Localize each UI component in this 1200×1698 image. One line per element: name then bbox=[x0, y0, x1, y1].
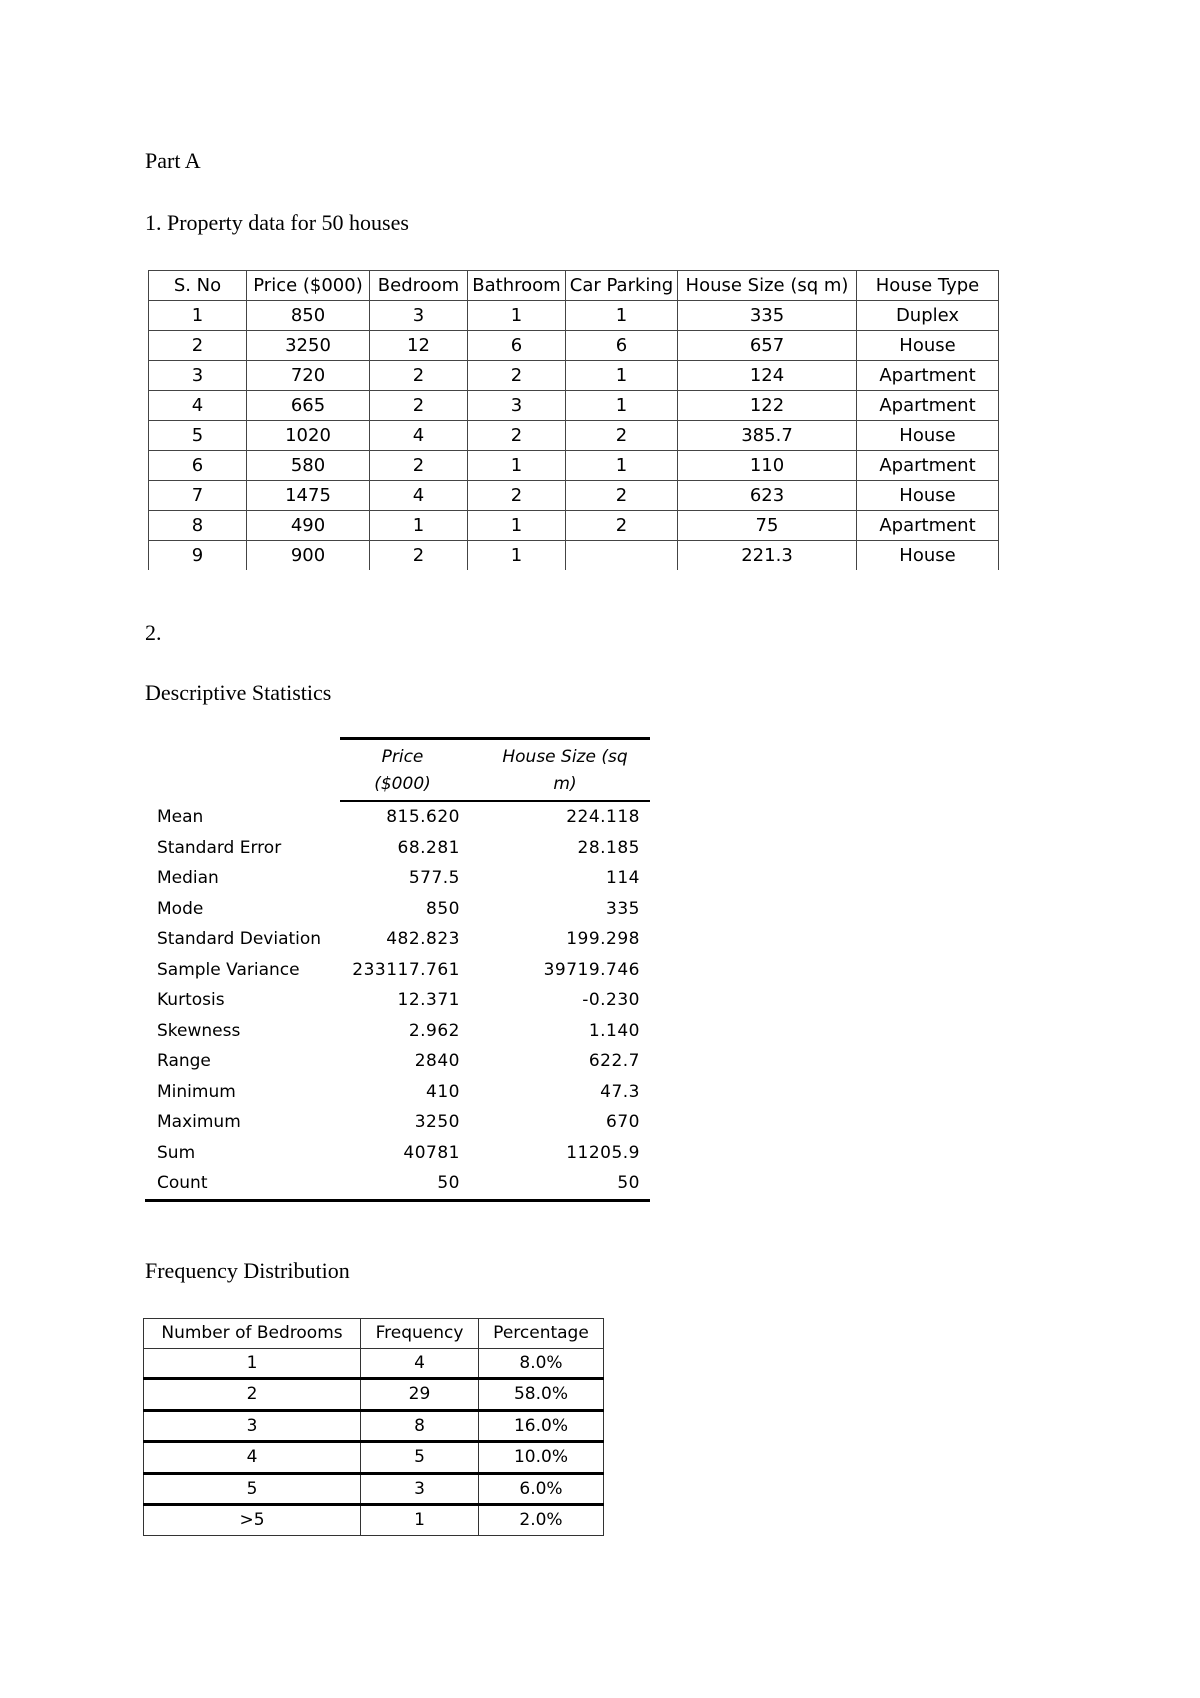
stat-size-value: 224.118 bbox=[566, 807, 640, 827]
property-data-table bbox=[148, 270, 999, 570]
header-line: House Size (sq bbox=[502, 747, 628, 767]
table-cell: 3 bbox=[149, 361, 247, 391]
table-cell: 4 bbox=[149, 391, 247, 421]
table-cell: 16.0% bbox=[479, 1410, 604, 1442]
table-cell bbox=[566, 541, 678, 571]
table-cell: 6.0% bbox=[479, 1473, 604, 1505]
table-cell: 335 bbox=[678, 301, 857, 331]
frequency-title: Frequency Distribution bbox=[145, 1258, 350, 1283]
stats-row bbox=[145, 894, 650, 925]
stat-price-value: 410 bbox=[426, 1081, 460, 1102]
table-row bbox=[149, 391, 999, 421]
stat-price-value: 12.371 bbox=[397, 990, 460, 1010]
table-cell: 110 bbox=[678, 451, 857, 481]
table-row bbox=[149, 541, 999, 571]
stat-size-value: 28.185 bbox=[577, 837, 640, 858]
table-cell: >5 bbox=[144, 1505, 361, 1536]
table-cell: 4 bbox=[144, 1442, 361, 1474]
column-header: Percentage bbox=[479, 1319, 604, 1349]
stats-row bbox=[145, 1168, 650, 1199]
table-cell: 9 bbox=[149, 541, 247, 571]
table-cell: 12 bbox=[370, 331, 468, 361]
table-cell: 2 bbox=[370, 541, 468, 571]
column-header: S. No bbox=[149, 271, 247, 301]
stat-price-value: 50 bbox=[437, 1173, 460, 1193]
table-cell: House bbox=[857, 331, 999, 361]
stats-bottom-rule bbox=[145, 1199, 650, 1202]
table-cell: 1020 bbox=[247, 421, 370, 451]
stats-row bbox=[145, 1077, 650, 1108]
table-row bbox=[144, 1473, 604, 1505]
stat-size-value: 622.7 bbox=[588, 1051, 640, 1071]
part-title: Part A bbox=[145, 148, 201, 173]
column-header: Bedroom bbox=[370, 271, 468, 301]
column-header-house-size bbox=[480, 744, 650, 798]
stat-label: Sum bbox=[157, 1142, 196, 1163]
stats-row bbox=[145, 1046, 650, 1077]
stats-row bbox=[145, 1016, 650, 1047]
table-cell: 2 bbox=[149, 331, 247, 361]
table-cell: 490 bbox=[247, 511, 370, 541]
column-header: House Size (sq m) bbox=[678, 271, 857, 301]
table-cell: 10.0% bbox=[479, 1442, 604, 1474]
section-1-title: 1. Property data for 50 houses bbox=[145, 210, 409, 235]
table-cell: 2 bbox=[370, 451, 468, 481]
header-line: ($000) bbox=[374, 774, 431, 794]
table-cell: 2 bbox=[370, 361, 468, 391]
table-cell: 623 bbox=[678, 481, 857, 511]
table-row bbox=[144, 1348, 604, 1379]
table-cell: 75 bbox=[678, 511, 857, 541]
header-line: m) bbox=[553, 774, 577, 794]
table-cell: 5 bbox=[144, 1473, 361, 1505]
table-cell: Duplex bbox=[857, 301, 999, 331]
table-cell: 1475 bbox=[247, 481, 370, 511]
table-cell: 8.0% bbox=[479, 1348, 604, 1379]
stat-price-value: 482.823 bbox=[386, 929, 460, 949]
table-cell: 1 bbox=[149, 301, 247, 331]
stat-price-value: 68.281 bbox=[397, 837, 460, 858]
stat-size-value: 39719.746 bbox=[543, 959, 640, 980]
table-cell: 5 bbox=[149, 421, 247, 451]
table-cell: 1 bbox=[566, 301, 678, 331]
stat-size-value: 670 bbox=[606, 1112, 640, 1132]
section-2-number: 2. bbox=[145, 620, 162, 645]
table-cell: 8 bbox=[149, 511, 247, 541]
table-cell: 900 bbox=[247, 541, 370, 571]
table-row bbox=[144, 1505, 604, 1536]
table-cell: 3 bbox=[370, 301, 468, 331]
stats-row bbox=[145, 985, 650, 1016]
stat-size-value: 11205.9 bbox=[566, 1142, 640, 1163]
stat-price-value: 2840 bbox=[414, 1051, 460, 1071]
table-cell: Apartment bbox=[857, 391, 999, 421]
column-header: Frequency bbox=[361, 1319, 479, 1349]
table-cell: 29 bbox=[361, 1379, 479, 1411]
stat-label: Mean bbox=[157, 807, 204, 827]
descriptive-statistics-table bbox=[145, 737, 650, 1202]
table-row bbox=[149, 301, 999, 331]
table-cell: 720 bbox=[247, 361, 370, 391]
table-cell: 4 bbox=[370, 421, 468, 451]
table-cell: 3 bbox=[361, 1473, 479, 1505]
stats-header bbox=[340, 737, 650, 802]
stat-label: Standard Deviation bbox=[157, 929, 322, 949]
table-cell: 665 bbox=[247, 391, 370, 421]
table-cell: 1 bbox=[566, 391, 678, 421]
stat-price-value: 577.5 bbox=[408, 868, 460, 888]
table-row bbox=[149, 481, 999, 511]
table-cell: 3250 bbox=[247, 331, 370, 361]
stat-label: Skewness bbox=[157, 1020, 241, 1041]
table-cell: 2 bbox=[370, 391, 468, 421]
table-cell: 124 bbox=[678, 361, 857, 391]
table-cell: 1 bbox=[361, 1505, 479, 1536]
table-header-row bbox=[144, 1319, 604, 1349]
table-row bbox=[144, 1410, 604, 1442]
stat-label: Mode bbox=[157, 898, 204, 919]
stat-price-value: 815.620 bbox=[386, 807, 460, 827]
stats-row bbox=[145, 863, 650, 894]
table-cell: 58.0% bbox=[479, 1379, 604, 1411]
column-header: Car Parking bbox=[566, 271, 678, 301]
table-cell: 850 bbox=[247, 301, 370, 331]
stats-row bbox=[145, 955, 650, 986]
column-header: Price ($000) bbox=[247, 271, 370, 301]
table-cell: 8 bbox=[361, 1410, 479, 1442]
table-cell: House bbox=[857, 541, 999, 571]
table-cell: 5 bbox=[361, 1442, 479, 1474]
table-cell: 2 bbox=[566, 421, 678, 451]
stat-size-value: 335 bbox=[606, 898, 640, 919]
table-row bbox=[149, 511, 999, 541]
table-cell: 657 bbox=[678, 331, 857, 361]
table-cell: 4 bbox=[370, 481, 468, 511]
table-cell: 580 bbox=[247, 451, 370, 481]
stat-price-value: 3250 bbox=[414, 1112, 460, 1132]
table-cell: 1 bbox=[468, 541, 566, 571]
table-cell: 122 bbox=[678, 391, 857, 421]
stats-row bbox=[145, 1138, 650, 1169]
table-cell: 1 bbox=[566, 361, 678, 391]
table-cell: 2 bbox=[566, 481, 678, 511]
stat-size-value: 199.298 bbox=[566, 929, 640, 949]
table-cell: 1 bbox=[468, 301, 566, 331]
table-header-row bbox=[149, 271, 999, 301]
stat-label: Median bbox=[157, 868, 219, 888]
table-cell: 1 bbox=[468, 511, 566, 541]
table-cell: Apartment bbox=[857, 451, 999, 481]
table-row bbox=[149, 451, 999, 481]
table-cell: 385.7 bbox=[678, 421, 857, 451]
table-row bbox=[149, 331, 999, 361]
stat-size-value: 1.140 bbox=[588, 1020, 640, 1041]
stats-row bbox=[145, 1107, 650, 1138]
table-cell: 1 bbox=[144, 1348, 361, 1379]
stats-row bbox=[145, 802, 650, 833]
table-cell: 6 bbox=[468, 331, 566, 361]
table-cell: 3 bbox=[144, 1410, 361, 1442]
table-cell: 6 bbox=[566, 331, 678, 361]
table-cell: 2 bbox=[144, 1379, 361, 1411]
table-cell: 2 bbox=[566, 511, 678, 541]
table-cell: 2 bbox=[468, 481, 566, 511]
stats-row bbox=[145, 924, 650, 955]
table-cell: 1 bbox=[468, 451, 566, 481]
table-cell: 7 bbox=[149, 481, 247, 511]
stat-label: Standard Error bbox=[157, 837, 282, 858]
column-header-price bbox=[340, 744, 465, 798]
stat-label: Kurtosis bbox=[157, 990, 225, 1010]
stat-price-value: 850 bbox=[426, 898, 460, 919]
table-cell: 3 bbox=[468, 391, 566, 421]
column-header: Number of Bedrooms bbox=[144, 1319, 361, 1349]
stat-price-value: 233117.761 bbox=[352, 959, 460, 980]
table-cell: 1 bbox=[370, 511, 468, 541]
stat-size-value: -0.230 bbox=[582, 990, 640, 1010]
stat-label: Maximum bbox=[157, 1112, 241, 1132]
table-cell: Apartment bbox=[857, 511, 999, 541]
stat-label: Minimum bbox=[157, 1081, 236, 1102]
table-cell: 2.0% bbox=[479, 1505, 604, 1536]
table-cell: 1 bbox=[566, 451, 678, 481]
table-row bbox=[144, 1379, 604, 1411]
column-header: Bathroom bbox=[468, 271, 566, 301]
stat-label: Range bbox=[157, 1051, 211, 1071]
table-row bbox=[149, 421, 999, 451]
table-cell: House bbox=[857, 481, 999, 511]
table-cell: 6 bbox=[149, 451, 247, 481]
table-cell: 4 bbox=[361, 1348, 479, 1379]
column-header: House Type bbox=[857, 271, 999, 301]
stats-row bbox=[145, 833, 650, 864]
stat-size-value: 114 bbox=[606, 868, 640, 888]
table-cell: House bbox=[857, 421, 999, 451]
stat-size-value: 47.3 bbox=[600, 1081, 640, 1102]
table-cell: 2 bbox=[468, 421, 566, 451]
table-row bbox=[144, 1442, 604, 1474]
table-cell: Apartment bbox=[857, 361, 999, 391]
stats-title: Descriptive Statistics bbox=[145, 680, 332, 705]
stat-size-value: 50 bbox=[617, 1173, 640, 1193]
stat-label: Count bbox=[157, 1173, 208, 1193]
table-cell: 2 bbox=[468, 361, 566, 391]
stat-label: Sample Variance bbox=[157, 959, 300, 980]
table-row bbox=[149, 361, 999, 391]
header-line: Price bbox=[381, 747, 424, 767]
stat-price-value: 40781 bbox=[403, 1142, 460, 1163]
frequency-distribution-table bbox=[143, 1318, 604, 1536]
table-cell: 221.3 bbox=[678, 541, 857, 571]
stat-price-value: 2.962 bbox=[408, 1020, 460, 1041]
